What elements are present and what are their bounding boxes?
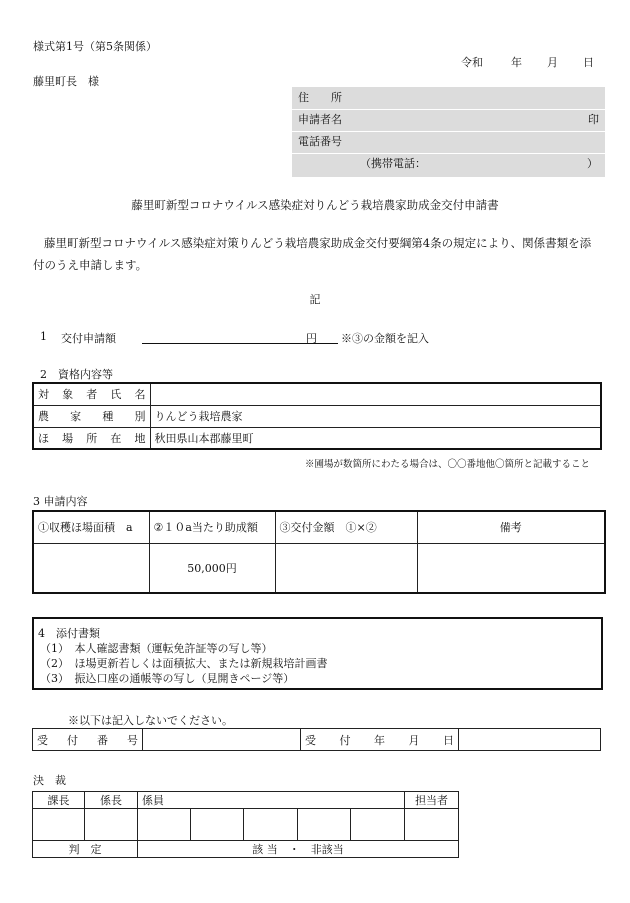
approval-table [32, 791, 459, 858]
date-month: 月 [547, 56, 558, 69]
attachments-box [32, 617, 603, 690]
staff-stamp[interactable] [244, 809, 298, 841]
mobile-row[interactable] [292, 153, 605, 175]
attachment-item: （3） 振込口座の通帳等の写し（見開きページ等） [40, 672, 295, 685]
staff-stamp[interactable] [298, 809, 351, 841]
mobile-label: （携帯電話： [360, 157, 426, 170]
field-location-label: ほ 場 所 在 地 [33, 427, 150, 449]
mobile-close: ） [587, 157, 598, 170]
date-year: 年 [511, 56, 522, 69]
attachment-item: （2） ほ場更新若しくは面積拡大、または新規栽培計画書 [40, 657, 328, 670]
form-number: 様式第1号（第5条関係） [33, 40, 157, 53]
applicant-box [292, 87, 605, 177]
section1-number: 1 [40, 330, 47, 343]
receipt-number-value[interactable] [143, 729, 301, 751]
rate-header: ②１０a当たり助成額 [149, 511, 275, 543]
staff-label: 係員 [138, 792, 405, 809]
remarks-header: 備考 [417, 511, 605, 543]
remarks-value[interactable] [417, 543, 605, 593]
section4-heading: 4 添付書類 [38, 627, 100, 640]
receipt-date-label: 受 付 年 月 日 [301, 729, 459, 751]
field-location-value[interactable]: 秋田県山本郡藤里町 [150, 427, 601, 449]
farm-type-value[interactable]: りんどう栽培農家 [150, 405, 601, 427]
address-row[interactable] [292, 87, 605, 110]
table-row [33, 841, 459, 858]
target-name-label: 対 象 者 氏 名 [33, 383, 150, 405]
address-label: 住 所 [298, 91, 342, 104]
target-name-value[interactable] [150, 383, 601, 405]
addressee: 藤里町長 様 [33, 75, 99, 88]
table-row [33, 511, 605, 543]
chief-stamp[interactable] [33, 809, 85, 841]
date-day: 日 [583, 56, 594, 69]
grant-amount-header: ③交付金額 ①×② [275, 511, 417, 543]
amount-note: ※③の金額を記入 [341, 332, 429, 345]
rate-value: 50,000円 [149, 543, 275, 593]
staff-stamp[interactable] [191, 809, 244, 841]
area-header: ①収穫ほ場面積 a [33, 511, 149, 543]
document-title: 藤里町新型コロナウイルス感染症対りんどう栽培農家助成金交付申請書 [131, 198, 499, 212]
area-value[interactable] [33, 543, 149, 593]
seal-mark: 印 [588, 113, 599, 126]
section1-label: 交付申請額 [61, 332, 116, 345]
application-content-table [32, 510, 606, 594]
field-note: ※圃場が数箇所にわたる場合は、〇〇番地他〇箇所と記載すること [304, 459, 590, 470]
staff-stamp[interactable] [351, 809, 405, 841]
chief-label: 課長 [33, 792, 85, 809]
manager-stamp[interactable] [405, 809, 459, 841]
judgment-label: 判 定 [33, 841, 138, 858]
table-row [33, 809, 459, 841]
table-row [33, 729, 601, 751]
staff-stamp[interactable] [138, 809, 191, 841]
grant-amount-value[interactable] [275, 543, 417, 593]
phone-label: 電話番号 [298, 135, 342, 148]
ki-mark: 記 [309, 293, 321, 306]
date-era: 令和 [461, 56, 483, 69]
receipt-number-label: 受 付 番 号 [33, 729, 143, 751]
office-note: ※以下は記入しないでください。 [68, 714, 233, 727]
manager-label: 担当者 [405, 792, 459, 809]
applicant-name-label: 申請者名 [298, 113, 342, 126]
attachment-item: （1） 本人確認書類（運転免許証等の写し等） [40, 642, 273, 655]
body-text-line2: 付のうえ申請します。 [33, 258, 148, 272]
yen-unit: 円 [306, 332, 317, 345]
section3-heading: 3 申請内容 [33, 495, 88, 508]
judgment-result[interactable]: 該 当 ・ 非該当 [138, 841, 459, 858]
table-row [33, 427, 601, 449]
applicant-name-row[interactable] [292, 109, 605, 132]
subchief-label: 係長 [85, 792, 138, 809]
table-row [33, 792, 459, 809]
section2-heading: 2 資格内容等 [40, 368, 113, 381]
receipt-date-value[interactable] [459, 729, 601, 751]
table-row [33, 405, 601, 427]
approval-heading: 決 裁 [33, 774, 66, 787]
subchief-stamp[interactable] [85, 809, 138, 841]
body-text-line1: 藤里町新型コロナウイルス感染症対策りんどう栽培農家助成金交付要綱第4条の規定により、関係書類を添 [44, 236, 592, 250]
farm-type-label: 農 家 種 別 [33, 405, 150, 427]
table-row [33, 543, 605, 593]
qualification-table [32, 382, 602, 450]
table-row [33, 383, 601, 405]
phone-row[interactable] [292, 131, 605, 154]
receipt-table [32, 728, 601, 751]
